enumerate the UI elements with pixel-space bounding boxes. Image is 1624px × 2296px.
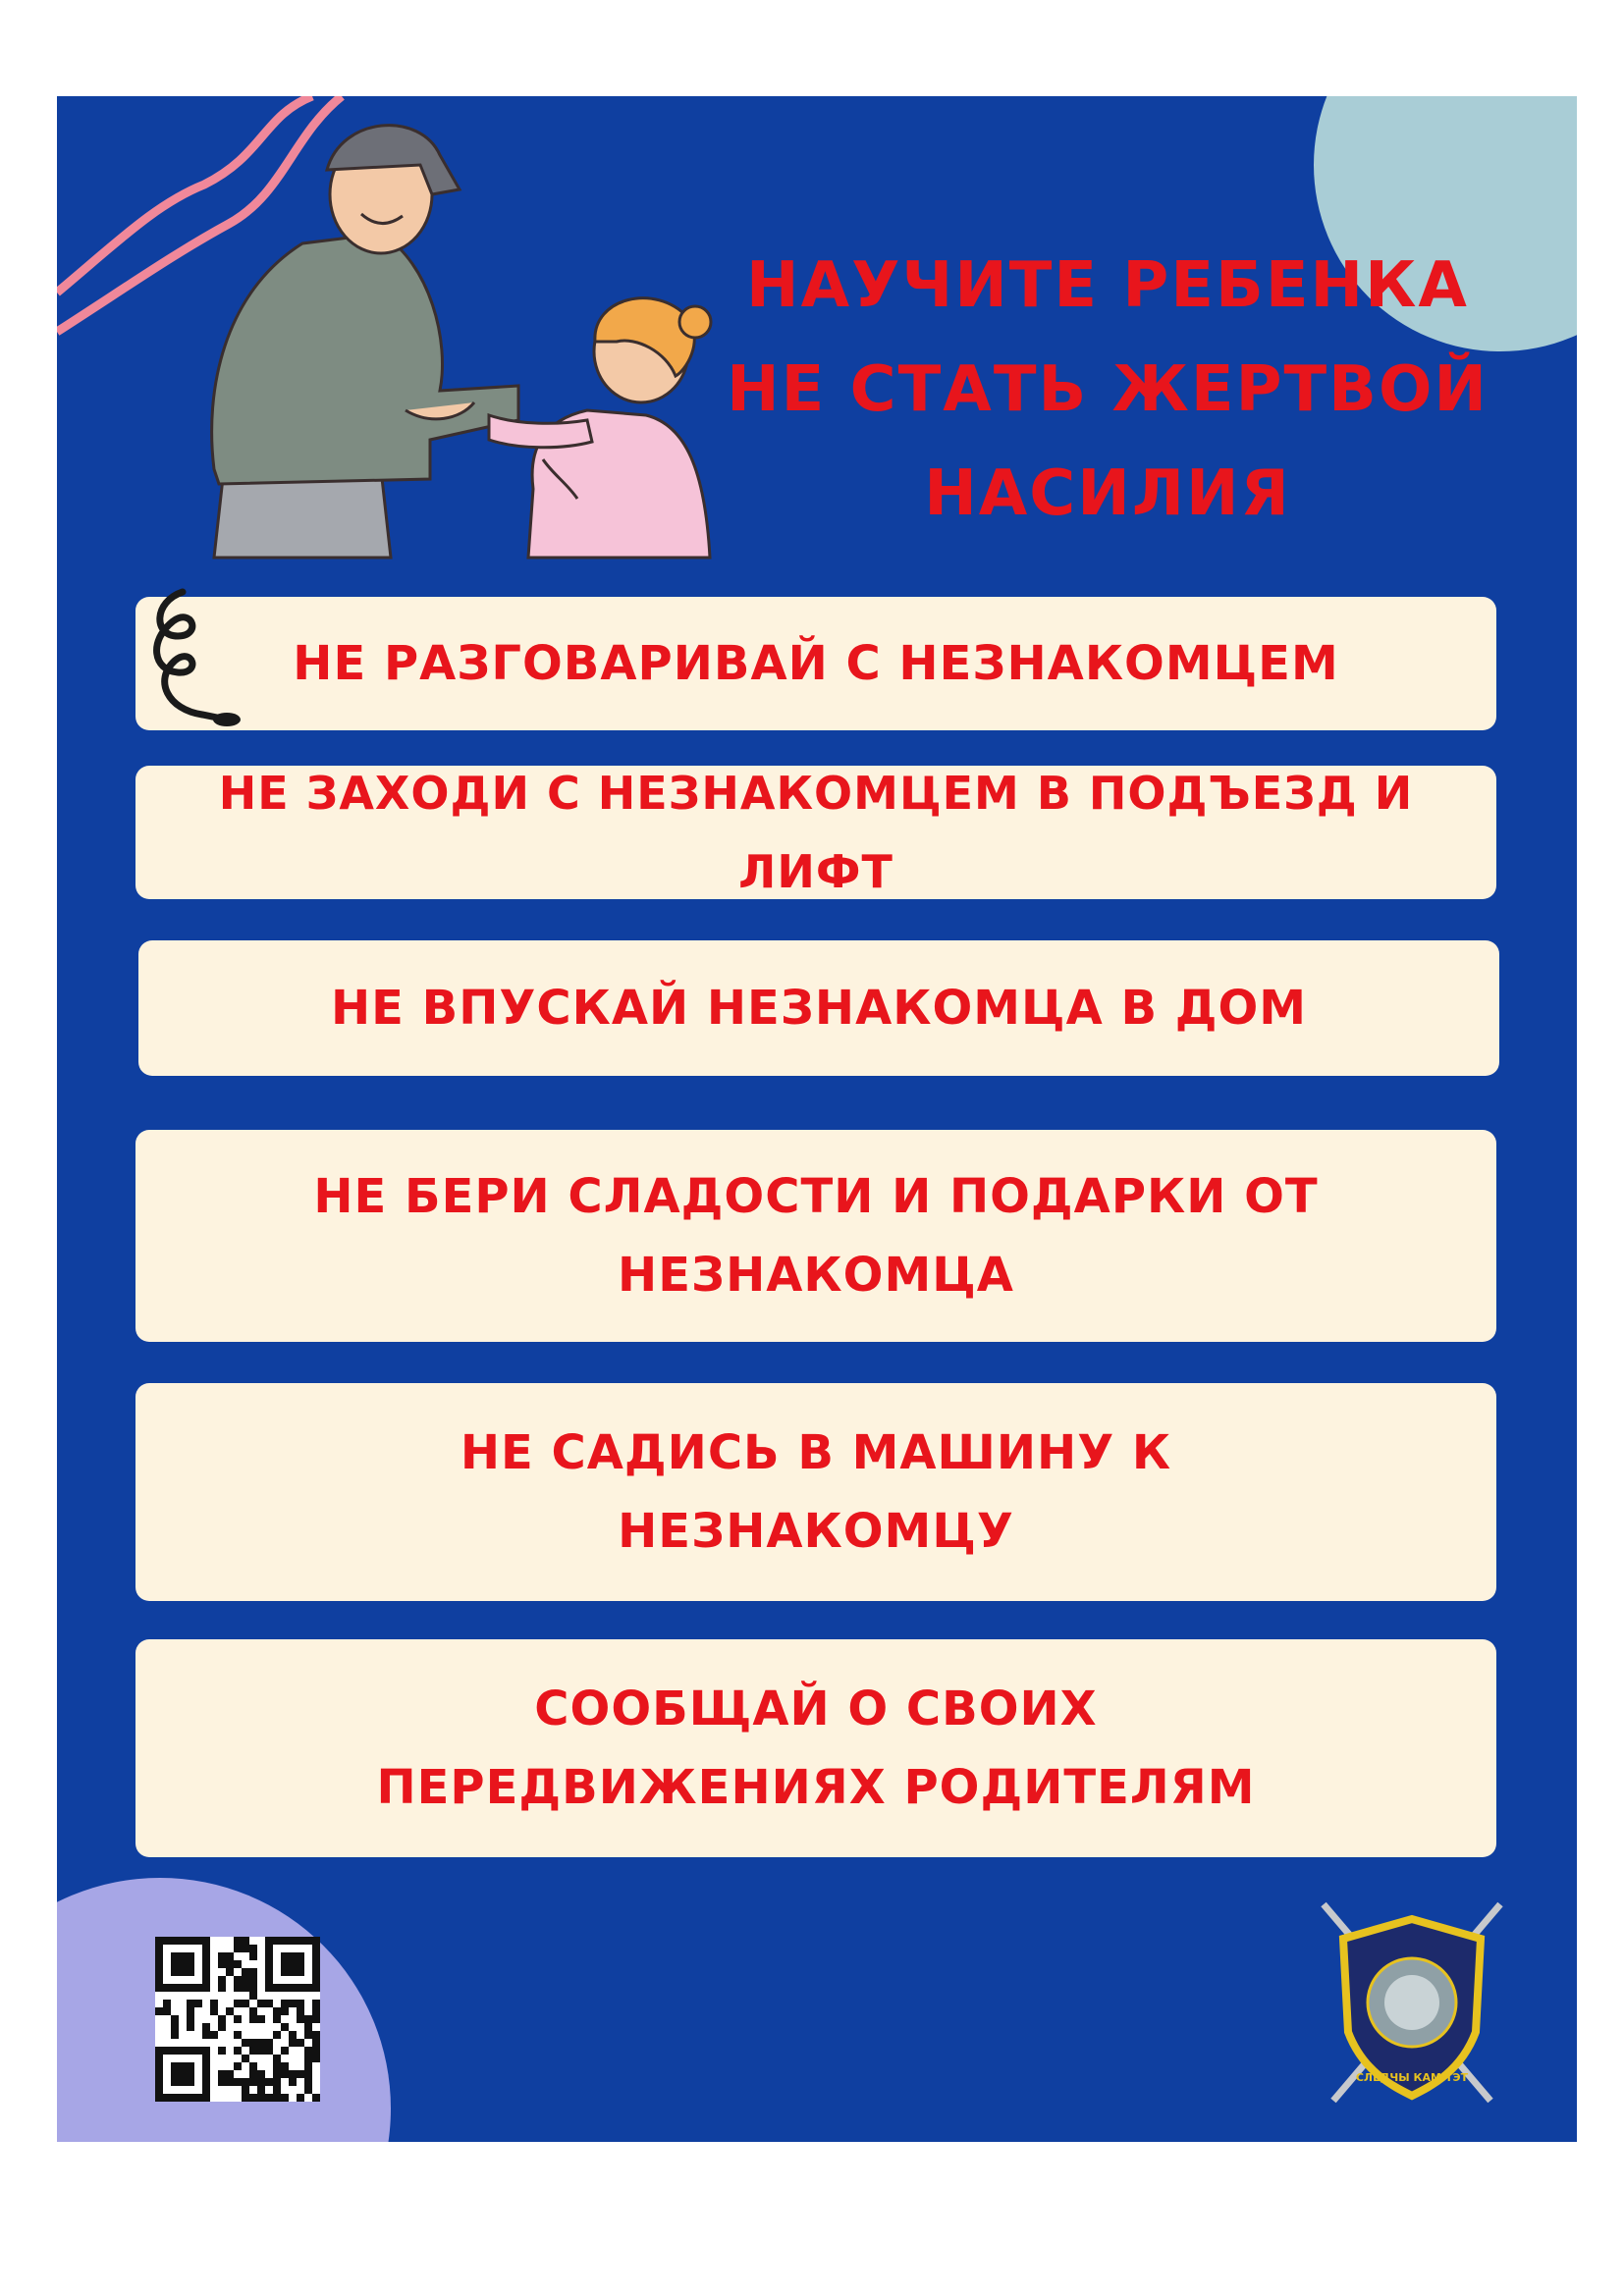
rule-text: НЕ ЗАХОДИ С НЕЗНАКОМЦЕМ В ПОДЪЕЗД И ЛИФТ (218, 767, 1414, 898)
emblem-caption: СЛЕДЧЫ КАМІТЭТ (1355, 2071, 1469, 2084)
squiggle-icon (134, 582, 242, 729)
rule-text: НЕЗНАКОМЦУ (618, 1504, 1014, 1559)
child-figure (489, 298, 711, 558)
qr-code-icon[interactable] (155, 1937, 320, 2102)
rule-text: ПЕРЕДВИЖЕНИЯХ РОДИТЕЛЯМ (376, 1760, 1256, 1815)
rule-text: НЕ ВПУСКАЙ НЕЗНАКОМЦА В ДОМ (330, 981, 1308, 1036)
investigative-committee-emblem-icon (1314, 1895, 1510, 2115)
rule-card-tell-parents (135, 1639, 1496, 1857)
rule-card-dont-enter (135, 766, 1496, 899)
rule-text: НЕ САДИСЬ В МАШИНУ К (460, 1425, 1172, 1480)
rule-card-dont-talk (135, 597, 1496, 730)
rule-card-dont-get-in-car (135, 1383, 1496, 1601)
adult-grabbing-child-illustration (57, 96, 803, 587)
adult-figure (212, 126, 518, 558)
title-line: НЕ СТАТЬ ЖЕРТВОЙ (727, 353, 1489, 426)
rule-card-dont-let-in (138, 940, 1499, 1076)
rule-text: НЕЗНАКОМЦА (618, 1248, 1014, 1303)
rule-text: НЕ БЕРИ СЛАДОСТИ И ПОДАРКИ ОТ (313, 1169, 1319, 1224)
wave-line-1 (57, 96, 312, 293)
rule-card-dont-take-gifts (135, 1130, 1496, 1342)
title-line: НАСИЛИЯ (924, 457, 1291, 530)
poster (57, 96, 1577, 2142)
title-line: НАУЧИТЕ РЕБЕНКА (746, 249, 1469, 322)
rule-text: СООБЩАЙ О СВОИХ (534, 1682, 1098, 1736)
rule-text: НЕ РАЗГОВАРИВАЙ С НЕЗНАКОМЦЕМ (293, 636, 1339, 691)
poster-title (705, 234, 1510, 546)
